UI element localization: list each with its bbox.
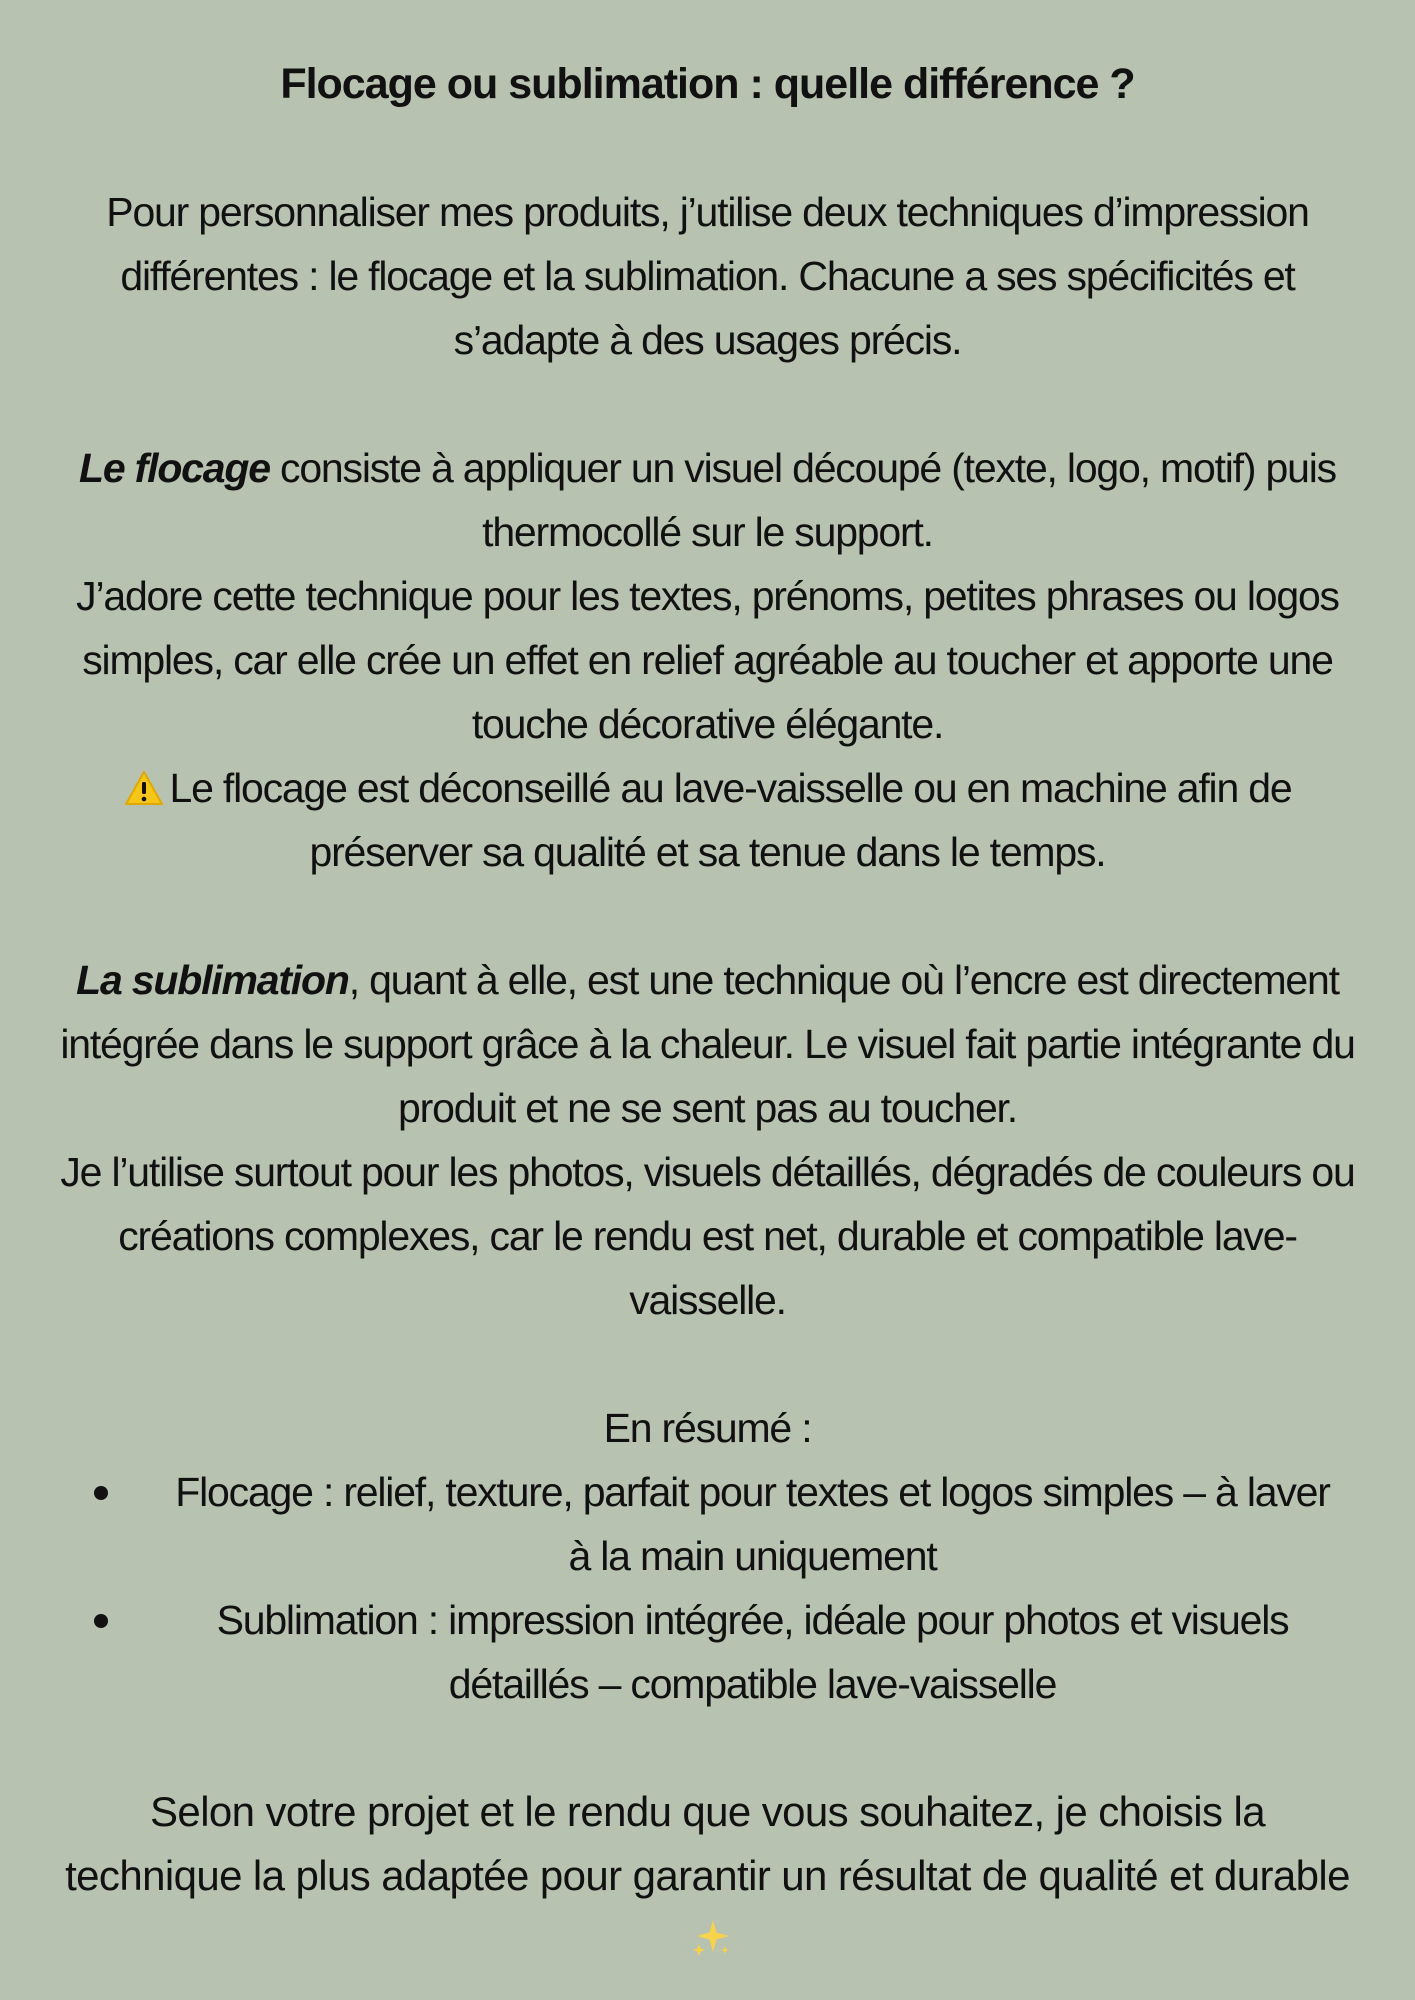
flocage-definition bbox=[60, 436, 1355, 564]
closing-text: Selon votre projet et le rendu que vous souhaitez, je choisis la technique la plus adaptée pour garantir un résultat de qualité et durable bbox=[65, 1788, 1350, 1899]
sublimation-definition bbox=[60, 948, 1355, 1140]
bullet-icon bbox=[94, 1614, 108, 1628]
bullet-icon bbox=[94, 1486, 108, 1500]
flocage-warning-text: Le flocage est déconseillé au lave-vaisselle ou en machine afin de préserver sa qualité et sa tenue dans le temps. bbox=[169, 765, 1292, 875]
flocage-usage: J’adore cette technique pour les textes, prénoms, petites phrases ou logos simples, car elle crée un effet en relief agréable au toucher et apporte une touche décorative élégante. bbox=[76, 573, 1339, 747]
sublimation-usage: Je l’utilise surtout pour les photos, visuels détaillés, dégradés de couleurs ou créations complexes, car le rendu est net, durable et compatible lave-vaisselle. bbox=[60, 1149, 1355, 1323]
summary-list bbox=[60, 1460, 1355, 1716]
list-item-text: Flocage : relief, texture, parfait pour textes et logos simples – à laver à la main uniquement bbox=[175, 1469, 1330, 1579]
closing-paragraph bbox=[60, 1780, 1355, 1972]
list-item bbox=[60, 1460, 1355, 1588]
flocage-definition-text: consiste à appliquer un visuel découpé (texte, logo, motif) puis thermocollé sur le support. bbox=[269, 445, 1336, 555]
sublimation-definition-text: , quant à elle, est une technique où l’encre est directement intégrée dans le support grâce à la chaleur. Le visuel fait partie intégrante du produit et ne se sent pas au toucher. bbox=[60, 957, 1355, 1131]
list-item-text: Sublimation : impression intégrée, idéale pour photos et visuels détaillés – compatible lave-vaisselle bbox=[216, 1597, 1289, 1707]
intro-paragraph: Pour personnaliser mes produits, j’utilise deux techniques d’impression différentes : le flocage et la sublimation. Chacune a ses spécificités et s’adapte à des usages précis. bbox=[106, 189, 1309, 363]
flocage-warning bbox=[60, 756, 1355, 884]
spacer bbox=[60, 884, 1355, 948]
page-title: Flocage ou sublimation : quelle différence ? bbox=[280, 60, 1135, 108]
flocage-section bbox=[60, 436, 1355, 884]
spacer bbox=[60, 372, 1355, 436]
spacer bbox=[60, 1332, 1355, 1396]
warning-icon bbox=[124, 770, 164, 806]
sublimation-term: La sublimation bbox=[76, 957, 349, 1003]
summary-section bbox=[60, 1396, 1355, 1716]
summary-heading: En résumé : bbox=[603, 1405, 812, 1451]
spacer bbox=[60, 1716, 1355, 1780]
spacer bbox=[60, 116, 1355, 180]
sparkles-icon bbox=[689, 1916, 733, 1960]
sublimation-section bbox=[60, 948, 1355, 1332]
flocage-term: Le flocage bbox=[79, 445, 270, 491]
list-item bbox=[60, 1588, 1355, 1716]
